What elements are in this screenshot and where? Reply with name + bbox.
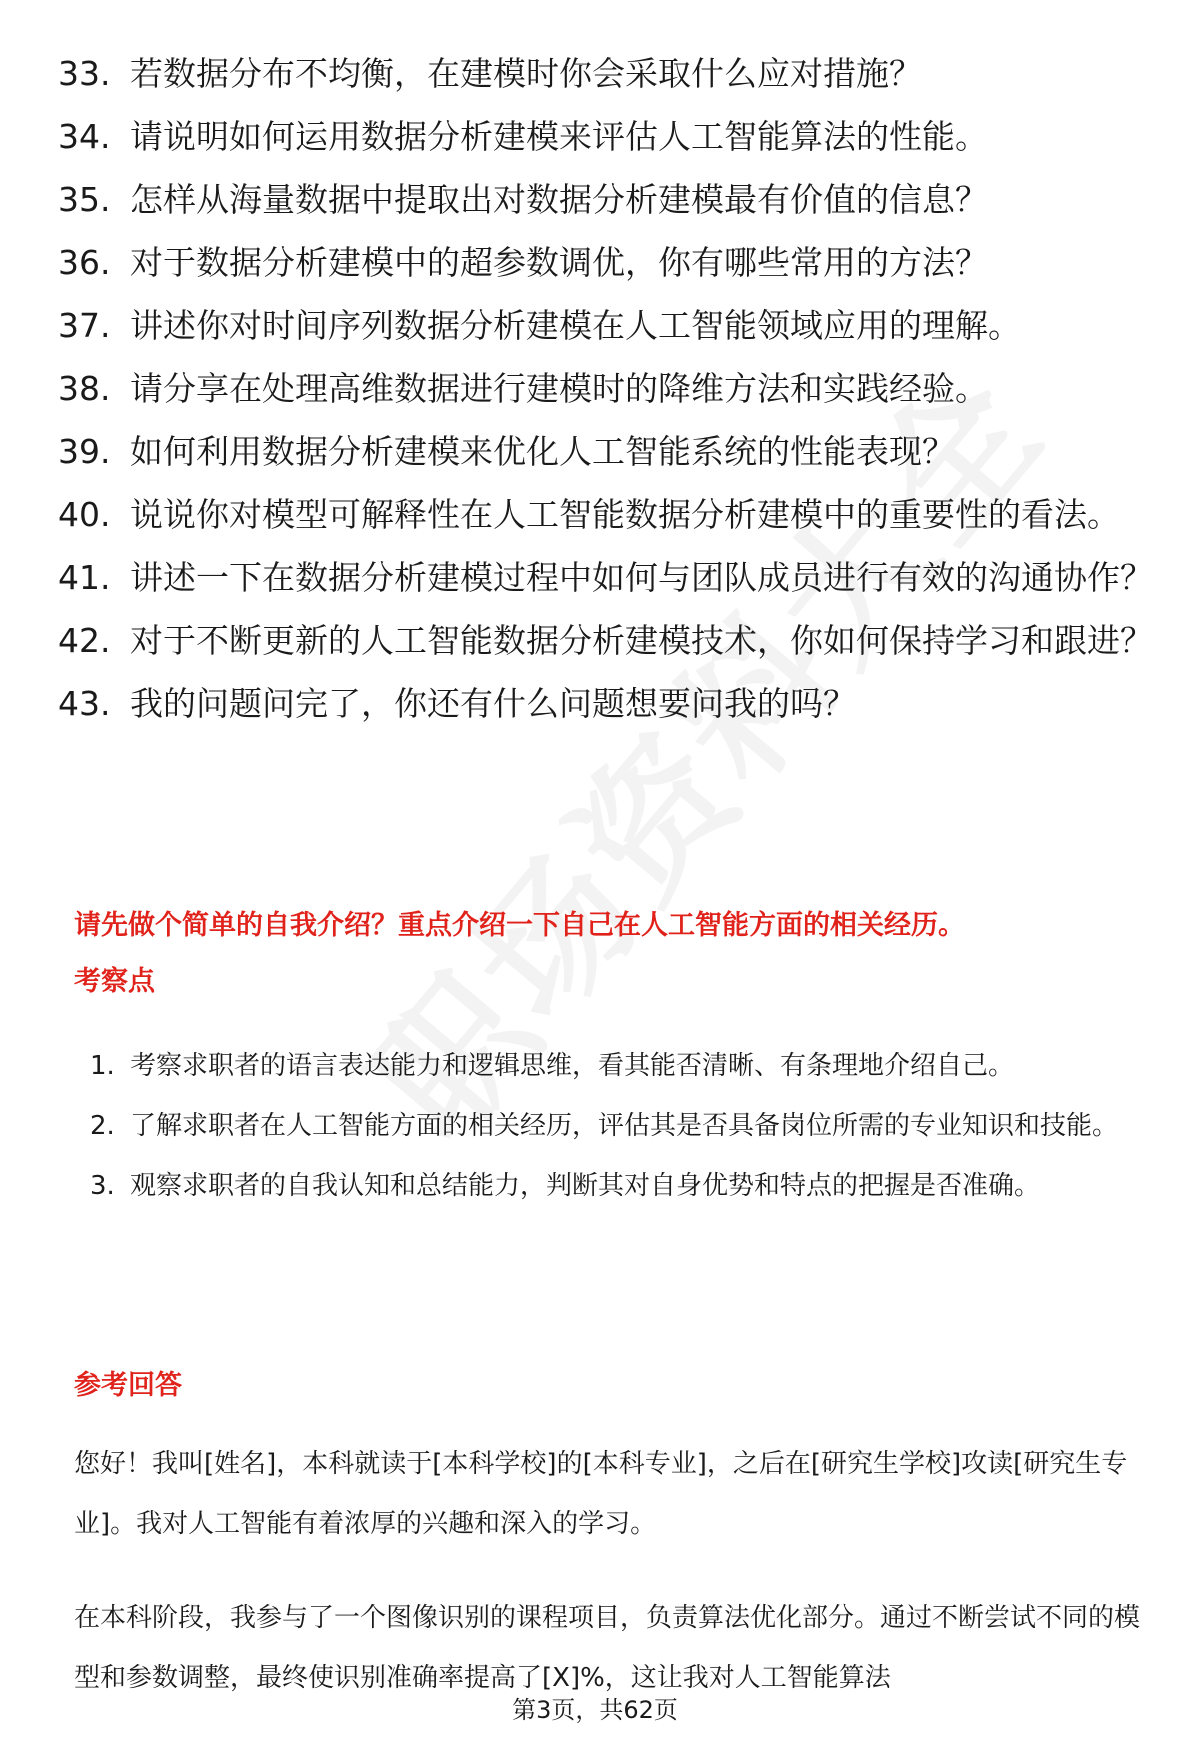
focus-point-text: 观察求职者的自我认知和总结能力，判断其对自身优势和特点的把握是否准确。 [130, 1171, 1041, 1201]
question-text: 请说明如何运用数据分析建模来评估人工智能算法的性能。 [130, 117, 988, 156]
answer-section [74, 1366, 1164, 1406]
question-text: 若数据分布不均衡，在建模时你会采取什么应对措施？ [130, 54, 922, 93]
question-number: 38. [58, 369, 111, 408]
question-number: 43. [58, 684, 111, 723]
question-item [58, 556, 1158, 599]
focus-point-text: 了解求职者在人工智能方面的相关经历，评估其是否具备岗位所需的专业知识和技能。 [130, 1111, 1119, 1141]
question-item [58, 430, 1158, 473]
question-item [58, 241, 1158, 284]
question-number: 42. [58, 621, 111, 660]
question-number: 37. [58, 306, 111, 345]
answer-paragraph: 在本科阶段，我参与了一个图像识别的课程项目，负责算法优化部分。通过不断尝试不同的模型和参数调整，最终使识别准确率提高了[X]%，这让我对人工智能算法 [74, 1603, 1141, 1693]
question-text: 讲述你对时间序列数据分析建模在人工智能领域应用的理解。 [130, 306, 1021, 345]
question-item [58, 178, 1158, 221]
featured-question-section [74, 906, 1164, 946]
focus-point [74, 1156, 1164, 1216]
focus-heading: 考察点 [74, 966, 155, 997]
question-number: 33. [58, 54, 111, 93]
question-number: 41. [58, 558, 111, 597]
question-item [58, 682, 1158, 725]
focus-point-text: 考察求职者的语言表达能力和逻辑思维，看其能否清晰、有条理地介绍自己。 [130, 1051, 1015, 1081]
answer-body [74, 1434, 1164, 1708]
question-text: 请分享在处理高维数据进行建模时的降维方法和实践经验。 [130, 369, 988, 408]
question-list [58, 52, 1158, 745]
question-item [58, 493, 1158, 536]
focus-point-number: 3. [90, 1171, 115, 1201]
question-text: 讲述一下在数据分析建模过程中如何与团队成员进行有效的沟通协作？ [130, 558, 1153, 597]
focus-section [74, 962, 1164, 1002]
question-number: 40. [58, 495, 111, 534]
page-footer: 第3页，共62页 [512, 1696, 678, 1724]
question-text: 说说你对模型可解释性在人工智能数据分析建模中的重要性的看法。 [130, 495, 1120, 534]
question-number: 36. [58, 243, 111, 282]
question-item [58, 619, 1158, 662]
question-item [58, 115, 1158, 158]
question-number: 39. [58, 432, 111, 471]
question-number: 35. [58, 180, 111, 219]
focus-point-number: 1. [90, 1051, 115, 1081]
question-item [58, 304, 1158, 347]
question-item [58, 52, 1158, 95]
question-text: 怎样从海量数据中提取出对数据分析建模最有价值的信息？ [130, 180, 988, 219]
answer-paragraph: 您好！我叫[姓名]，本科就读于[本科学校]的[本科专业]，之后在[研究生学校]攻读[研究生专业]。我对人工智能有着浓厚的兴趣和深入的学习。 [74, 1449, 1128, 1539]
question-text: 对于数据分析建模中的超参数调优，你有哪些常用的方法？ [130, 243, 988, 282]
focus-point [74, 1036, 1164, 1096]
question-text: 我的问题问完了，你还有什么问题想要问我的吗？ [130, 684, 856, 723]
question-text: 对于不断更新的人工智能数据分析建模技术，你如何保持学习和跟进？ [130, 621, 1153, 660]
focus-point-number: 2. [90, 1111, 115, 1141]
focus-point-list [74, 1036, 1164, 1216]
question-item [58, 367, 1158, 410]
answer-heading: 参考回答 [74, 1370, 182, 1401]
question-number: 34. [58, 117, 111, 156]
question-text: 如何利用数据分析建模来优化人工智能系统的性能表现？ [130, 432, 955, 471]
featured-question: 请先做个简单的自我介绍？重点介绍一下自己在人工智能方面的相关经历。 [74, 910, 965, 941]
focus-point [74, 1096, 1164, 1156]
